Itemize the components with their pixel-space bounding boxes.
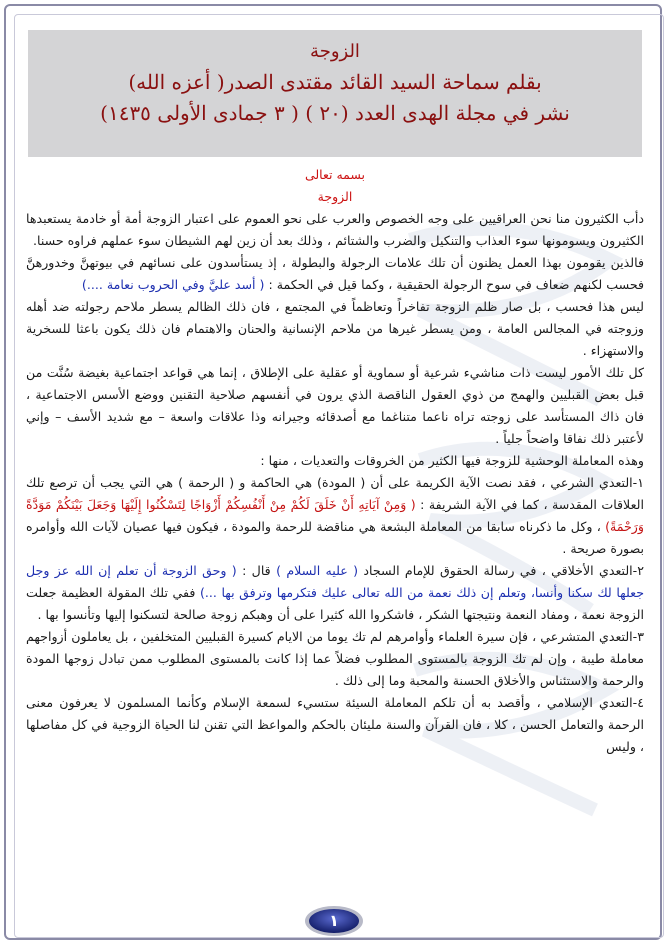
article-title: الزوجة	[310, 41, 360, 62]
hadith-quote: ( وحق الزوجة أن تعلم إن الله عز وجل جعلها لك سكنا وأنسا، وتعلم إن ذلك نعمة من الله تعالى عليك فتكرمها وترفق بها ...)	[26, 563, 644, 600]
page-number: ١	[329, 911, 339, 930]
paragraph-7	[26, 560, 644, 626]
page-number-badge	[303, 904, 365, 938]
paragraph-7-text-c: ففي تلك المقولة العظيمة جعلت الزوجة نعمة ، ومفاد النعمة ونتيجتها الشكر ، فاشكروا الله كثيرا على أن وهبكم زوجة صالحة لتسكنوا إليها وتأنسوا بها .	[26, 585, 644, 622]
paragraph-2	[26, 252, 644, 296]
quran-verse-quote: ( وَمِنْ آيَاتِهِ أَنْ خَلَقَ لَكُمْ مِنْ أَنْفُسِكُمْ أَزْوَاجًا لِتَسْكُنُوا إِلَيْهَا وَجَعَلَ بَيْنَكُمْ مَوَدَّةً وَرَحْمَةً)	[26, 497, 644, 534]
paragraph-1: دأب الكثيرون منا نحن العراقيين على وجه الخصوص والعرب على نحو العموم على اعتبار الزوجة أمة أو خادمة يستعبدها الكثيرون ويسومونها سوء العذاب والتنكيل والضرب والشتائم ، وذلك بعد أن زين لهم الشيطان سوء عملهم فراوه حسنا.	[26, 211, 644, 248]
basmala: بسمه تعالى	[304, 167, 366, 182]
header-box	[28, 30, 642, 157]
subtitle: الزوجة	[317, 189, 353, 204]
paragraph-6-text-a: ١-التعدي الشرعي ، فقد نصت الآية الكريمة على أن ( المودة) هي الحاكمة و ( الرحمة ) هي التي يجب أن ترصع تلك العلاقات المقدسة ، كما في الآية الشريفة :	[26, 475, 644, 512]
publication-line: نشر في مجلة الهدى العدد (٢٠ ) ( ٣ جمادى الأولى ١٤٣٥)	[100, 101, 570, 125]
paragraph-4: كل تلك الأمور ليست ذات مناشيء شرعية أو سماوية أو عقلية على الإطلاق ، إنما هي قواعد اجتماعية بغيضة سُنَّت من قبل بعض القبليين والهمج من ذوي العقول الناقصة الذي يرون في أنفسهم صلاحية التقنين ووضع الأسس الاجتماعية ، فان ذاك المستأسد على زوجته تراه ناعما متناغما مع أصدقائه وجيرانه وذا علاقات واسعة – مع شديد الأسف – وإني لأعتبر ذلك نفاقا واضحاً جلياً .	[26, 365, 644, 446]
paragraph-5: وهذه المعاملة الوحشية للزوجة فيها الكثير من الخروقات والتعديات ، منها :	[260, 453, 644, 468]
proverb-quote: ( أسد عليَّ وفي الحروب نعامة ....)	[81, 277, 265, 292]
author-line: بقلم سماحة السيد القائد مقتدى الصدر( أعزه الله)	[128, 70, 542, 94]
paragraph-7-text-b: قال :	[242, 563, 271, 578]
article-body	[26, 164, 644, 909]
honorific-quote: ( عليه السلام )	[276, 563, 359, 578]
paragraph-3: ليس هذا فحسب ، بل صار ظلم الزوجة تفاخراً وتعاظماً في المجتمع ، فان ذلك الظالم يسطر ملاحم رجولته ضد أهله وزوجته في المجالس العامة ، ومن يسطر غيرها من ملاحم الإنسانية والحنان والاهتمام فان ذلك يكون باعثا للسخرية والاستهزاء .	[26, 299, 644, 358]
paragraph-6	[26, 472, 644, 560]
paragraph-8: ٣-التعدي المتشرعي ، فإن سيرة العلماء وأوامرهم لم تك يوما من الايام كسيرة القبليين المتخلفين ، بل يعاملون أزواجهم معاملة طيبة ، وإن لم تك الزوجة بالمستوى المطلوب فضلاً عما إذا كانت بالمستوى المطلوب ممن تبادل زوجها المودة والرحمة والاستئناس والأخلاق الحسنة والمحبة وما إلى ذلك .	[26, 629, 644, 688]
paragraph-6-text-b: ، وكل ما ذكرناه سابقا من المعاملة البشعة هي مناقضة للرحمة والمودة ، فيكون فيها عصيان لآيات الله وأوامره بصورة صريحة .	[26, 519, 644, 556]
paragraph-9: ٤-التعدي الإسلامي ، وأقصد به أن تلكم المعاملة السيئة ستسيء لسمعة الإسلام وكأنما المسلمون لا يعرفون معنى الرحمة والتعامل الحسن ، كلا ، فان القرآن والسنة مليئان بالحكم والمواعظ التي تقنن لنا الحياة الزوجية في كل مفاصلها ، وليس	[26, 695, 644, 754]
paragraph-7-text-a: ٢-التعدي الأخلاقي ، في رسالة الحقوق للإمام السجاد	[363, 563, 644, 578]
paragraph-2-text: فالذين يقومون بهذا العمل يظنون أن تلك علامات الرجولة والبطولة ، إذ يستأسدون على نسائهم في بيوتهنَّ وخدورهنَّ فحسب لكنهم ضعاف في سوح الرجولة الحقيقية ، وكما قيل في الحكمة :	[26, 255, 644, 292]
